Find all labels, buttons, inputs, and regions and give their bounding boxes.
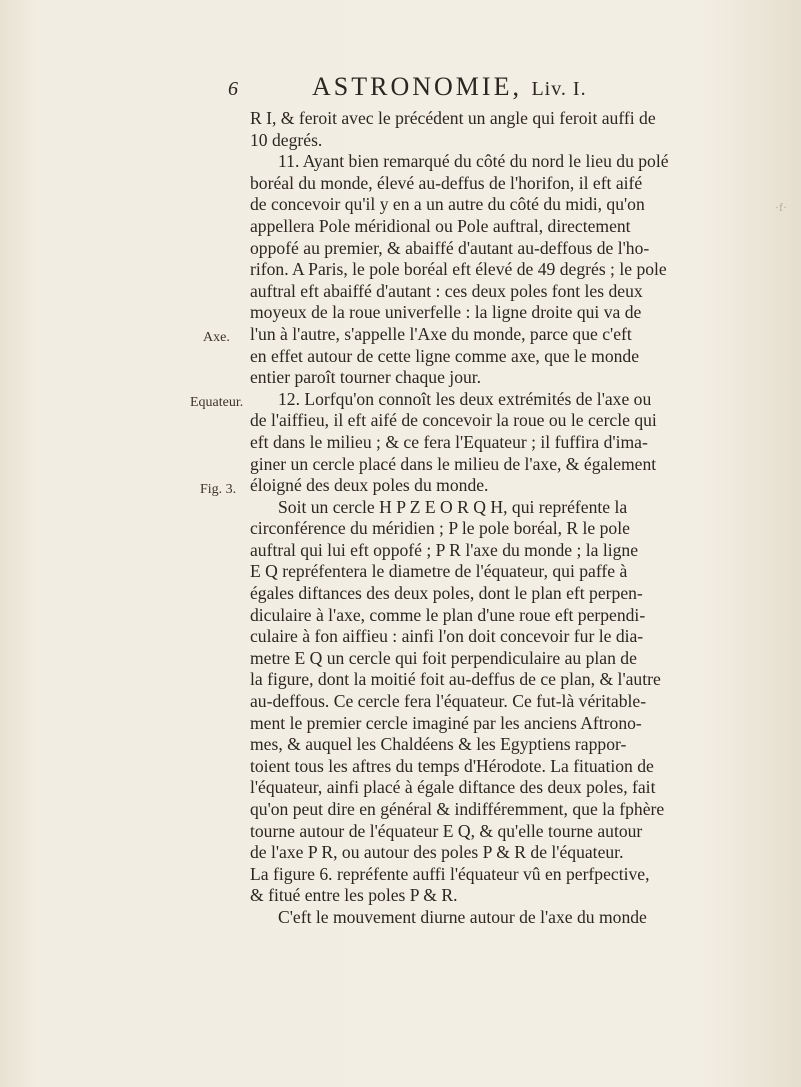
text-line: auftral qui lui eft oppofé ; P R l'axe du monde ; la ligne	[250, 539, 639, 560]
bleed-through-mark: ·f·	[775, 200, 787, 214]
page-header	[228, 70, 788, 106]
text-line: l'un à l'autre, s'appelle l'Axe du monde, parce que c'eft	[250, 323, 632, 344]
text-line: oppofé au premier, & abaiffé d'autant au-deffous de l'ho-	[250, 237, 650, 258]
text-line: auftral eft abaiffé d'autant : ces deux poles font les deux	[250, 280, 643, 301]
text-line: 10 degrés.	[250, 129, 323, 150]
page-number: 6	[228, 78, 238, 100]
text-line: ment le premier cercle imaginé par les anciens Aftrono-	[250, 712, 642, 733]
text-line: l'équateur, ainfi placé à égale diftance des deux poles, fait	[250, 777, 656, 798]
text-line: qu'on peut dire en général & indifféremment, que la fphère	[250, 799, 665, 819]
text-line: circonférence du méridien ; P le pole boréal, R le pole	[250, 518, 630, 539]
text-line: E Q repréfentera le diametre de l'équateur, qui paffe à	[250, 561, 628, 582]
margin-note-equateur: Equateur.	[190, 395, 244, 410]
text-line: la figure, dont la moitié foit au-deffus de ce plan, & l'autre	[250, 669, 661, 690]
text-line: égales diftances des deux poles, dont le plan eft perpen-	[250, 583, 643, 604]
paragraph-11-start: 11. Ayant bien remarqué du côté du nord le lieu du polé	[278, 151, 669, 172]
margin-note-axe: Axe.	[203, 330, 230, 345]
text-line: culaire à fon aiffieu : ainfi l'on doit concevoir fur le dia-	[250, 626, 644, 647]
text-line: appellera Pole méridional ou Pole auftral, directement	[250, 215, 631, 236]
text-line: C'eft le mouvement diurne autour de l'axe du monde	[278, 906, 647, 927]
margin-note-figure: Fig. 3.	[200, 482, 237, 497]
text-line: moyeux de la roue univerfelle : la ligne droite qui va de	[250, 302, 642, 323]
text-line: La figure 6. repréfente auffi l'équateur vû en perfpective,	[250, 863, 650, 884]
figure-paragraph-start: Soit un cercle H P Z E O R Q H, qui repréfente la	[278, 496, 628, 517]
text-line: de l'axe P R, ou autour des poles P & R de l'équateur.	[250, 842, 624, 863]
text-line: entier paroît tourner chaque jour.	[250, 367, 482, 388]
text-line: diculaire à l'axe, comme le plan d'une roue eft perpendi-	[250, 604, 646, 625]
book-reference: Liv. I.	[531, 78, 587, 100]
text-line: giner un cercle placé dans le milieu de l'axe, & également	[250, 453, 657, 474]
text-line: R I, & feroit avec le précédent un angle qui feroit auffi de	[250, 108, 656, 128]
text-line: au-deffous. Ce cercle fera l'équateur. Ce fut-là véritable-	[250, 691, 647, 712]
text-line: rifon. A Paris, le pole boréal eft élevé de 49 degrés ; le pole	[250, 259, 667, 280]
text-line: mes, & auquel les Chaldéens & les Egyptiens rappor-	[250, 734, 627, 755]
body-text	[250, 108, 780, 929]
text-line: eft dans le milieu ; & ce fera l'Equateur ; il fuffira d'ima-	[250, 431, 648, 452]
running-title	[312, 72, 587, 102]
running-title-text: ASTRONOMIE,	[312, 72, 522, 101]
text-line: boréal du monde, élevé au-deffus de l'horifon, il eft aifé	[250, 172, 643, 193]
text-line: & fitué entre les poles P & R.	[250, 885, 458, 906]
text-line: de l'aiffieu, il eft aifé de concevoir la roue ou le cercle qui	[250, 410, 657, 431]
text-line: de concevoir qu'il y en a un autre du côté du midi, qu'on	[250, 194, 645, 215]
text-line: metre E Q un cercle qui foit perpendiculaire au plan de	[250, 647, 637, 668]
text-line: toient tous les aftres du temps d'Hérodote. La fituation de	[250, 755, 654, 776]
text-line: en effet autour de cette ligne comme axe, que le monde	[250, 345, 640, 366]
paragraph-12-start: 12. Lorfqu'on connoît les deux extrémités de l'axe ou	[278, 388, 652, 409]
text-line: éloigné des deux poles du monde.	[250, 475, 489, 496]
text-line: tourne autour de l'équateur E Q, & qu'elle tourne autour	[250, 820, 643, 841]
